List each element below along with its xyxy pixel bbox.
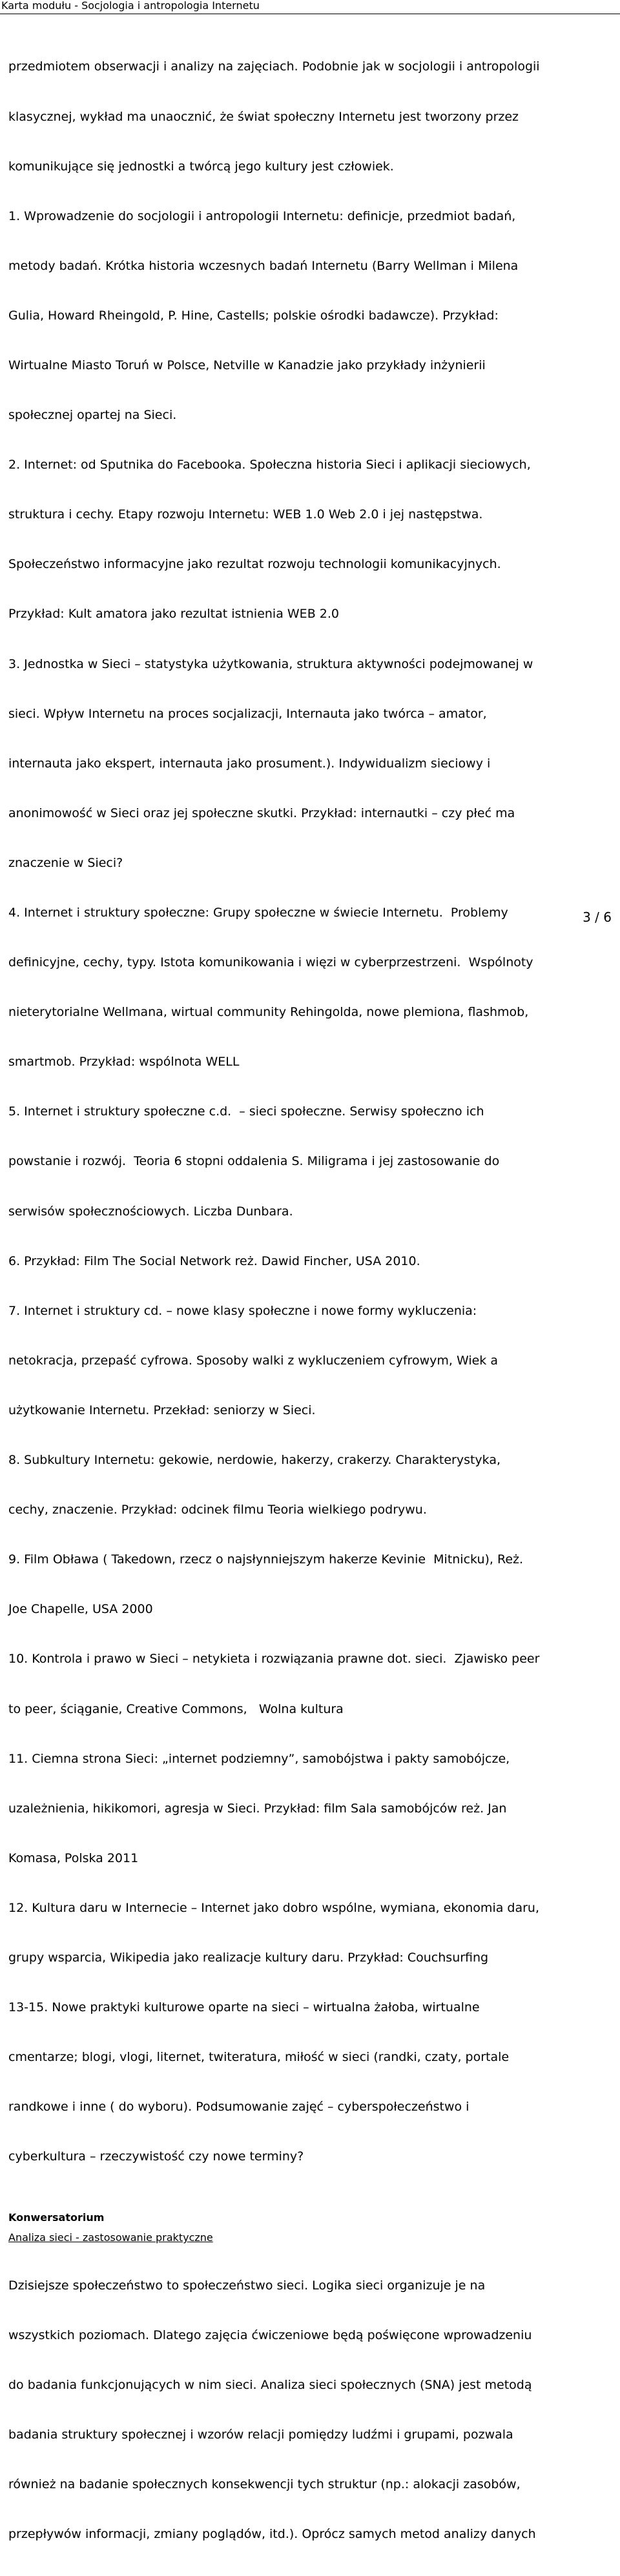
text-line: 9. Film Obława ( Takedown, rzecz o najsłynniejszym hakerze Kevinie Mitnicku), Reż. [8,1552,524,1567]
text-line: społecznej opartej na Sieci. [8,408,177,423]
page-number: 3 / 6 [583,909,612,925]
text-line: Wirtualne Miasto Toruń w Polsce, Netville w Kanadzie jako przykłady inżynierii [8,358,486,372]
text-line: Joe Chapelle, USA 2000 [8,1602,153,1617]
text-line: randkowe i inne ( do wyboru). Podsumowanie zajęć – cyberspołeczeństwo i [8,2100,470,2115]
text-line: cmentarze; blogi, vlogi, liternet, twiteratura, miłość w sieci (randki, czaty, portale [8,2050,510,2065]
section-subheading: Analiza sieci - zastosowanie praktyczne [8,2231,213,2244]
text-line: 7. Internet i struktury cd. – nowe klasy społeczne i nowe formy wykluczenia: [8,1303,477,1318]
text-line: Komasa, Polska 2011 [8,1851,139,1865]
section-heading-konwersatorium: Konwersatorium [8,2211,105,2224]
text-line: smartmob. Przykład: wspólnota WELL [8,1055,240,1070]
text-line: znaczenie w Sieci? [8,855,123,870]
text-line: przedmiotem obserwacji i analizy na zajęciach. Podobnie jak w socjologii i antropologii [8,59,540,74]
text-line: Gulia, Howard Rheingold, P. Hine, Castells; polskie ośrodki badawcze). Przykład: [8,308,499,323]
text-line: komunikujące się jednostki a twórcą jego kultury jest człowiek. [8,159,394,174]
text-line: wszystkich poziomach. Dlatego zajęcia ćwiczeniowe będą poświęcone wprowadzeniu [8,2328,532,2342]
text-line: 1. Wprowadzenie do socjologii i antropologii Internetu: definicje, przedmiot badań, [8,208,516,223]
text-line: 12. Kultura daru w Internecie – Internet jako dobro wspólne, wymiana, ekonomia daru, [8,1900,540,1915]
text-line: to peer, ściąganie, Creative Commons, Wolna kultura [8,1701,344,1716]
text-line: do badania funkcjonujących w nim sieci. Analiza sieci społecznych (SNA) jest metodą [8,2378,532,2393]
lecture-program-text [8,26,612,2198]
text-line: również na badanie społecznych konsekwencji tych struktur (np.: alokacji zasobów, [8,2477,521,2492]
text-line: uzależnienia, hikikomori, agresja w Sieci. Przykład: film Sala samobójców reż. Jan [8,1801,507,1816]
text-line: przepływów informacji, zmiany poglądów, itd.). Oprócz samych metod analizy danych [8,2527,536,2542]
text-line: sieci. Wpływ Internetu na proces socjalizacji, Internauta jako twórca – amator, [8,706,487,721]
text-line: grupy wsparcia, Wikipedia jako realizacje kultury daru. Przykład: Couchsurfing [8,1950,489,1965]
text-line: serwisów społecznościowych. Liczba Dunbara. [8,1204,293,1219]
text-line: Przykład: Kult amatora jako rezultat istnienia WEB 2.0 [8,607,339,622]
header-title: Karta modułu - Socjologia i antropologia Internetu [1,0,260,12]
text-line: struktura i cechy. Etapy rozwoju Internetu: WEB 1.0 Web 2.0 i jej następstwa. [8,507,483,522]
text-line: nieterytorialne Wellmana, wirtual community Rehingolda, nowe plemiona, flashmob, [8,1005,529,1020]
page-header [0,0,620,14]
text-line: Dzisiejsze społeczeństwo to społeczeństwo sieci. Logika sieci organizuje je na [8,2278,486,2293]
text-line: metody badań. Krótka historia wczesnych badań Internetu (Barry Wellman i Milena [8,258,519,273]
text-line: cyberkultura – rzeczywistość czy nowe terminy? [8,2149,304,2164]
text-line: anonimowość w Sieci oraz jej społeczne skutki. Przykład: internautki – czy płeć ma [8,806,515,820]
text-line: powstanie i rozwój. Teoria 6 stopni oddalenia S. Miligrama i jej zastosowanie do [8,1154,500,1169]
text-line: 6. Przykład: Film The Social Network reż. Dawid Fincher, USA 2010. [8,1253,420,1268]
page-content [8,26,612,2576]
text-line: 13-15. Nowe praktyki kulturowe oparte na sieci – wirtualna żałoba, wirtualne [8,2000,480,2015]
text-line: 4. Internet i struktury społeczne: Grupy społeczne w świecie Internetu. Problemy [8,906,508,920]
text-line: definicyjne, cechy, typy. Istota komunikowania i więzi w cyberprzestrzeni. Wspólnoty [8,955,533,970]
text-line: 8. Subkultury Internetu: gekowie, nerdowie, hakerzy, crakerzy. Charakterystyka, [8,1453,501,1468]
konwersatorium-text [8,2244,612,2576]
text-line: użytkowanie Internetu. Przekład: seniorzy w Sieci. [8,1403,316,1417]
text-line: Społeczeństwo informacyjne jako rezultat rozwoju technologii komunikacyjnych. [8,557,501,572]
text-line: badania struktury społecznej i wzorów relacji pomiędzy ludźmi i grupami, pozwala [8,2428,513,2442]
text-line: 2. Internet: od Sputnika do Facebooka. Społeczna historia Sieci i aplikacji sieciowych, [8,458,531,472]
text-line: 11. Ciemna strona Sieci: „internet podziemny”, samobójstwa i pakty samobójcze, [8,1751,510,1766]
text-line: internauta jako ekspert, internauta jako prosument.). Indywidualizm sieciowy i [8,756,491,771]
text-line: 5. Internet i struktury społeczne c.d. – sieci społeczne. Serwisy społeczno ich [8,1104,484,1119]
text-line: cechy, znaczenie. Przykład: odcinek filmu Teoria wielkiego podrywu. [8,1503,427,1517]
text-line: 3. Jednostka w Sieci – statystyka użytkowania, struktura aktywności podejmowanej w [8,656,533,671]
text-line: netokracja, przepaść cyfrowa. Sposoby walki z wykluczeniem cyfrowym, Wiek a [8,1353,498,1368]
text-line: 10. Kontrola i prawo w Sieci – netykieta i rozwiązania prawne dot. sieci. Zjawisko peer [8,1652,540,1667]
text-line: klasycznej, wykład ma unaocznić, że świat społeczny Internetu jest tworzony przez [8,109,519,124]
